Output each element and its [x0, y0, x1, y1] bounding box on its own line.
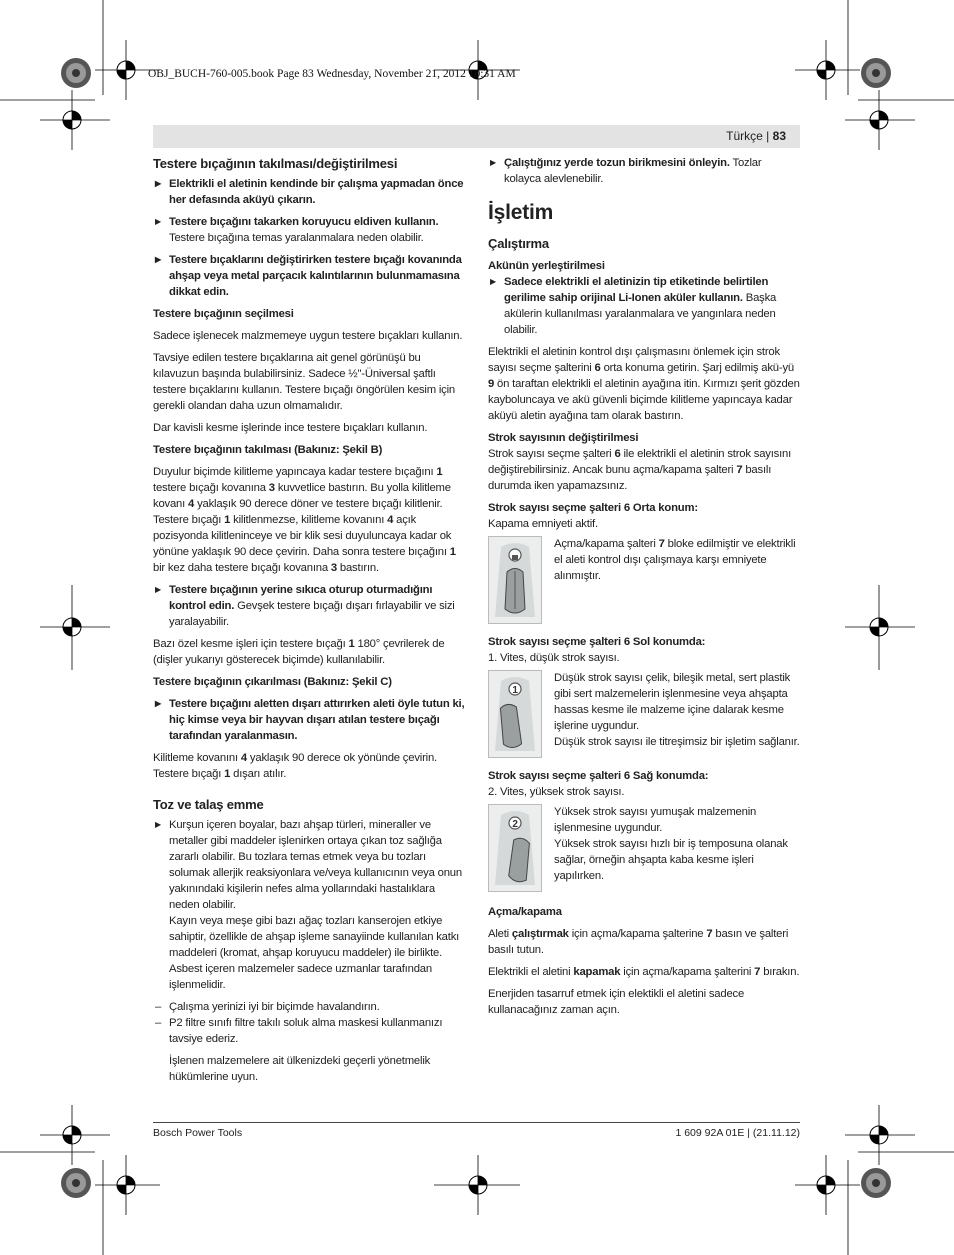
dash-mask: – P2 filtre sınıfı filtre takılı soluk alma maskesi kullanmanızı tavsiye ederiz. [153, 1015, 465, 1047]
para-gear1-desc-1: Düşük strok sayısı çelik, bileşik metal, sert plastik gibi sert malzemelerin işlenmesine veya ahşapta hassas kesme ile malzeme içine dalarak kesme işlerine uygundur. [554, 672, 791, 732]
para-stroke: Strok sayısı seçme şalteri 6 ile elektrikli el aletinin strok sayısını değiştirebilirsiniz. Ancak bunu açma/kapama şalteri 7 basılı durumda iken yapamazsınız. [488, 448, 792, 492]
footer-divider [153, 1122, 800, 1123]
para-gear2-desc-1: Yüksek strok sayısı yumuşak malzemenin işlenmesine uygundur. [554, 806, 757, 834]
page-indicator [726, 129, 786, 143]
para-switch-off: Elektrikli el aletini kapamak için açma/kapama şalterini 7 bırakın. [488, 966, 800, 978]
heading-stroke-middle: Strok sayısı seçme şalteri 6 Orta konum: [488, 502, 698, 514]
header-language: Türkçe [726, 129, 763, 143]
heading-blade-select: Testere bıçağının seçilmesi [153, 308, 294, 320]
para-lock-desc: Açma/kapama şalteri 7 bloke edilmiştir ve elektrikli el aleti kontrol dışı çalışmaya karşı emniyete alınmıştır. [554, 538, 796, 582]
bullet-avoid-dust: ▶ Çalıştığınız yerde tozun birikmesini önleyin. Tozlar kolayca alevlenebilir. [488, 155, 800, 187]
bullet-clean-holder: ▶ Testere bıçaklarını değiştirirken testere bıçağı kovanında ahşap veya metal parçacık kalıntılarının bulunmamasına dikkat edin. [153, 252, 465, 300]
para-battery: Elektrikli el aletinin kontrol dışı çalışmasını önlemek için strok sayısı seçme şalterini 6 orta konuma getirin. Şarj edilmiş akü-yü 9 ön taraftan elektrikli el aletinin ayağına itin. Kırmızı şerit gözden kayboluncaya ve akü güvenli biçimde kilitleme yapıncaya kadar aküyü aletin ayağına tam olarak bastırın. [488, 346, 800, 422]
bullet-check-seat: ▶ Testere bıçağının yerine sıkıca oturup oturmadığını kontrol edin. Gevşek testere bıçağı dışarı fırlayabilir ve sizi yaralayabilir. [153, 582, 465, 630]
para-insert-1: Duyulur biçimde kilitleme yapıncaya kadar testere bıçağını 1 testere bıçağı kovanına 3 kuvvetlice bastırın. Bu yolla kilitleme kovanı 4 yaklaşık 90 derece döner ve testere bıçağı kilitlenir. [153, 466, 451, 510]
heading-battery: Akünün yerleştirilmesi [488, 260, 605, 272]
para-left: 1. Vites, düşük strok sayısı. [488, 652, 620, 664]
para-insert-2: Testere bıçağı 1 kilitlenmezse, kilitleme kovanını 4 açık pozisyonda kilitleninceye ve bir klik sesi duyuluncaya kadar ok yönüne yaklaşık 90 dece çevirin. Daha sonra testere bıçağını 1 bir kez daha testere bıçağı kovanına 3 bastırın. [153, 514, 456, 574]
switch-lock-illustration [488, 536, 542, 624]
heading-blade-insert: Testere bıçağının takılması (Bakınız: Şekil B) [153, 444, 383, 456]
para-regulations: İşlenen malzemelere ait ülkenizdeki geçerli yönetmelik hükümlerine uyun. [169, 1055, 431, 1083]
heading-blade-remove: Testere bıçağının çıkarılması (Bakınız: Şekil C) [153, 676, 392, 688]
para-middle: Kapama emniyeti aktif. [488, 518, 598, 530]
heading-blade-change: Testere bıçağının takılması/değiştirilmesi [153, 156, 398, 171]
para-insert-3: Bazı özel kesme işleri için testere bıçağı 1 180° çevrilerek de (dişler yukarıyı gösterecek biçimde) kullanılabilir. [153, 638, 445, 666]
heading-stroke-right: Strok sayısı seçme şalteri 6 Sağ konumda: [488, 770, 709, 782]
page-number: 83 [772, 129, 786, 143]
print-info: OBJ_BUCH-760-005.book Page 83 Wednesday, November 21, 2012 10:31 AM [148, 68, 516, 80]
footer-brand: Bosch Power Tools [153, 1127, 243, 1139]
para-remove-1: Kilitleme kovanını 4 yaklaşık 90 derece ok yönünde çevirin. Testere bıçağı 1 dışarı atılır. [153, 752, 437, 780]
figure-lock-position [488, 536, 800, 624]
bullet-original-battery: ▶ Sadece elektrikli el aletinizin tip etiketinde belirtilen gerilime sahip orijinal Li-Ionen aküler kullanın. Başka akülerin kullanılması yaralanmalara ve yangınlara neden olabilir. [488, 274, 800, 338]
para-select-2: Tavsiye edilen testere bıçaklarına ait genel görünüşü bu kılavuzun başında bulabilirsiniz. Sadece ½"-Üniversal şaftlı testere bıçaklarını kullanın. Testere bıçağı öngörülen kesim için gerekli olandan daha uzun olmamalıdır. [153, 352, 456, 412]
dash-ventilate: – Çalışma yerinizi iyi bir biçimde havalandırın. [153, 999, 465, 1015]
para-gear1-desc-2: Düşük strok sayısı ile titreşimsiz bir işletim sağlanır. [554, 736, 800, 748]
page-header [153, 125, 800, 148]
para-energy: Enerjiden tasarruf etmek için elektikli el aletini sadece kullanacağınız zaman açın. [488, 988, 745, 1016]
bullet-remove-battery: ▶ Elektrikli el aletinin kendinde bir çalışma yapmadan önce her defasında aküyü çıkarın. [153, 176, 465, 208]
para-select-1: Sadece işlenecek malzmemeye uygun testere bıçakları kullanın. [153, 330, 463, 342]
para-select-3: Dar kavisli kesme işlerinde ince testere bıçakları kullanın. [153, 422, 428, 434]
bullet-dust-hazard: ▶ Kurşun içeren boyalar, bazı ahşap türleri, mineraller ve metaller gibi maddeler işlenirken ortaya çıkan toz sağlığa zararlı olabilir. Bu tozlara temas etmek veya bu tozları solumak allerjik reaksiyonlara ve/veya kullanıcının veya onun yakınındaki kişilerin nefes alma yollarındaki hastalıklara neden olabilir. Kayın veya meşe gibi bazı ağaç tozları kanserojen etkiye sahiptir, özellikle de ahşap işleme sanayiinde kullanılan katkı maddeleri (kromat, ahşap koruyucu maddeler) ile birlikte. Asbest içeren malzemeler sadece uzmanlar tarafından işlenmelidir. [153, 817, 465, 993]
switch-gear2-illustration [488, 804, 542, 892]
heading-dust: Toz ve talaş emme [153, 797, 264, 812]
figure-gear-2 [488, 804, 800, 892]
para-gear2-desc-2: Yüksek strok sayısı hızlı bir iş temposuna olanak sağlar, örneğin ahşapta kaba kesme işleri yapılırken. [554, 838, 788, 882]
bullet-eject-safely: ▶ Testere bıçağını aletten dışarı attırırken aleti öyle tutun ki, hiç kimse veya bir hayvan dışarı atılan testere bıçağı tarafından yaralanmasın. [153, 696, 465, 744]
heading-startup: Çalıştırma [488, 236, 549, 251]
footer-docnumber: 1 609 92A 01E | (21.11.12) [675, 1127, 800, 1139]
gear1-label: 1 [512, 685, 518, 696]
figure-gear-1 [488, 670, 800, 758]
right-column [488, 155, 800, 1018]
heading-onoff: Açma/kapama [488, 906, 562, 918]
switch-gear1-illustration [488, 670, 542, 758]
para-switch-on: Aleti çalıştırmak için açma/kapama şalterine 7 basın ve şalteri basılı tutun. [488, 928, 789, 956]
left-column [153, 155, 465, 1085]
gear2-label: 2 [512, 819, 518, 830]
bullet-gloves: ▶ Testere bıçağını takarken koruyucu eldiven kullanın. Testere bıçağına temas yaralanmalara neden olabilir. [153, 214, 465, 246]
heading-operation: İşletim [488, 201, 554, 224]
heading-stroke: Strok sayısının değiştirilmesi [488, 432, 639, 444]
para-right: 2. Vites, yüksek strok sayısı. [488, 786, 625, 798]
heading-stroke-left: Strok sayısı seçme şalteri 6 Sol konumda: [488, 636, 706, 648]
header-separator: | [766, 129, 770, 143]
